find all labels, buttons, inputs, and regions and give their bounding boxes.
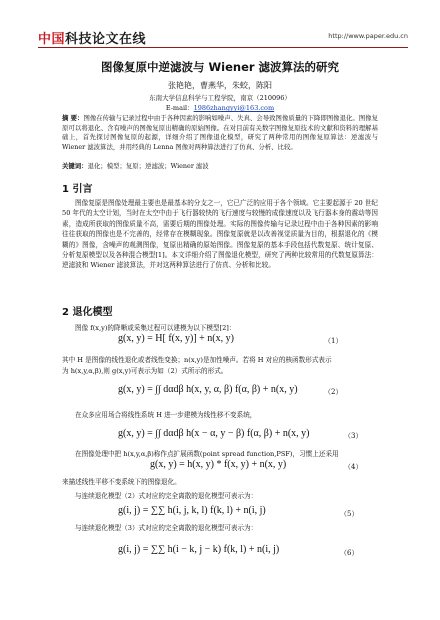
- email-link[interactable]: 1986zhangyyi@163.com: [193, 104, 275, 112]
- section-1-heading: 1 引言: [62, 184, 93, 195]
- section-1-body: 图像复原是图像处理最主要也是最基本的分支之一，它已广泛的应用于各个领域。它主要起源于 20 世纪 50 年代的太空计划，当时在太空中由于飞行器较快的飞行速度与较慢的成像速度以及飞行器本身的震动等因素，造成所获取的图像质量不高，需要后期的图像处理。实际的图像传输与记录过程中由于各种因素的影响往往获取的图像也是不完善的，经常存在模糊现象。图像复原就是以改善视觉质量为目的，根据退化的《模糊的》图像，含噪声的观测图像，复原出精确的原始图像。图像复原的基本手段包括代数复原、统计复原、分析复原模型以及各种混合模型[1]。本文详细介绍了图像退化模型，研究了两种比较常用的代数复原算法：逆滤波和 Wiener 滤波算法，并对这两种算法进行了仿真、分析和比较。: [62, 199, 378, 270]
- section-2-para7: 与连续退化模型（3）式对应的完全离散的退化模型可表示为：: [75, 524, 258, 532]
- abstract-label: 摘 要：: [62, 114, 84, 122]
- site-logo[interactable]: [38, 28, 146, 46]
- equation-6-number: （6）: [340, 549, 359, 557]
- keywords-text: 退化；模型；复原；逆滤波；Wiener 滤波: [87, 162, 209, 170]
- section-2-para3: 在众多应用场合将线性系统 H 进一步建模为线性移不变系统，: [75, 411, 257, 419]
- paper-authors: 张艳艳，曹燕华，朱蛟，陈阳: [168, 81, 272, 90]
- equation-3: g(x, y) = ∫∫ dαdβ h(x − α, y − β) f(α, β) + n(x, y): [118, 428, 310, 439]
- section-2-para6: 与连续退化模型（2）式对应的完全离散的退化模型可表示为：: [75, 492, 258, 500]
- equation-3-number: （3）: [344, 432, 363, 440]
- section-2-para4-line1: 在图像处理中把 h(x,y,α,β)称作点扩展函数(point spread function,PSF)，习惯上还采用: [75, 450, 339, 458]
- paper-affiliation: 东南大学信息科学与工程学院，南京（210096）: [149, 94, 291, 102]
- keywords: [62, 161, 378, 170]
- equation-6: g(i, j) = ∑∑ h(i − k, j − k) f(k, l) + n(i, j): [118, 544, 280, 555]
- section-2-para2-line1: 其中 H 是图像的线性退化或者线性变换；n(x,y)是加性噪声。若将 H 对应的核函数形式表示: [62, 356, 332, 364]
- paper-title: 图像复原中逆滤波与 Wiener 滤波算法的研究: [100, 60, 340, 74]
- section-2-para2-line2: 为 h(x,y,α,β),则 g(x,y)可表示为如（2）式所示的形式。: [62, 367, 228, 375]
- equation-2: g(x, y) = ∫∫ dαdβ h(x, y, α, β) f(α, β) + n(x, y): [118, 384, 298, 395]
- equation-5-number: （5）: [340, 510, 359, 518]
- keywords-label: 关键词：: [62, 162, 88, 170]
- logo-part-2: 科技论文在线: [65, 31, 147, 47]
- section-2-heading: 2 退化模型: [62, 307, 113, 318]
- page-header: [38, 28, 408, 46]
- equation-1: g(x, y) = H[ f(x, y)] + n(x, y): [118, 333, 234, 344]
- equation-2-number: （2）: [324, 388, 343, 396]
- email-label: E-mail：: [165, 104, 194, 112]
- site-url[interactable]: http://www.paper.edu.cn: [328, 32, 408, 40]
- header-rule: [38, 47, 408, 48]
- email-line: [0, 103, 440, 112]
- equation-1-number: （1）: [324, 337, 343, 345]
- equation-5: g(i, j) = ∑∑ h(i, j, k, l) f(k, l) + n(i, j): [118, 505, 266, 516]
- equation-4: g(x, y) = h(x, y) * f(x, y) + n(x, y): [150, 459, 287, 470]
- logo-part-1: 中国: [38, 31, 66, 47]
- section-2-para5: 来描述线性平移不变系统下的图像退化。: [62, 478, 181, 486]
- section-2-intro: 图像 f(x,y)的降晰或采集过程可以建模为以下模型[2]：: [75, 324, 236, 332]
- abstract: [62, 114, 378, 152]
- equation-4-number: （4）: [344, 463, 363, 471]
- abstract-text: 图像在传输与记录过程中由于各种因素的影响如噪声、失真、会导致图像质量的下降即图像退化。图像复原可以将退化、含有噪声的图像复原出精确的原始图像。在对目前有关数字图像复原技术的文献和资料的理解基础上，首先探讨图像复原的起源，详细介绍了图像退化模型，研究了两种常用的图像复原算法：逆滤波与 Wiener 滤波算法，并用经典的 Lenna 图像对两种算法进行了仿真、分析、比较。: [62, 114, 378, 151]
